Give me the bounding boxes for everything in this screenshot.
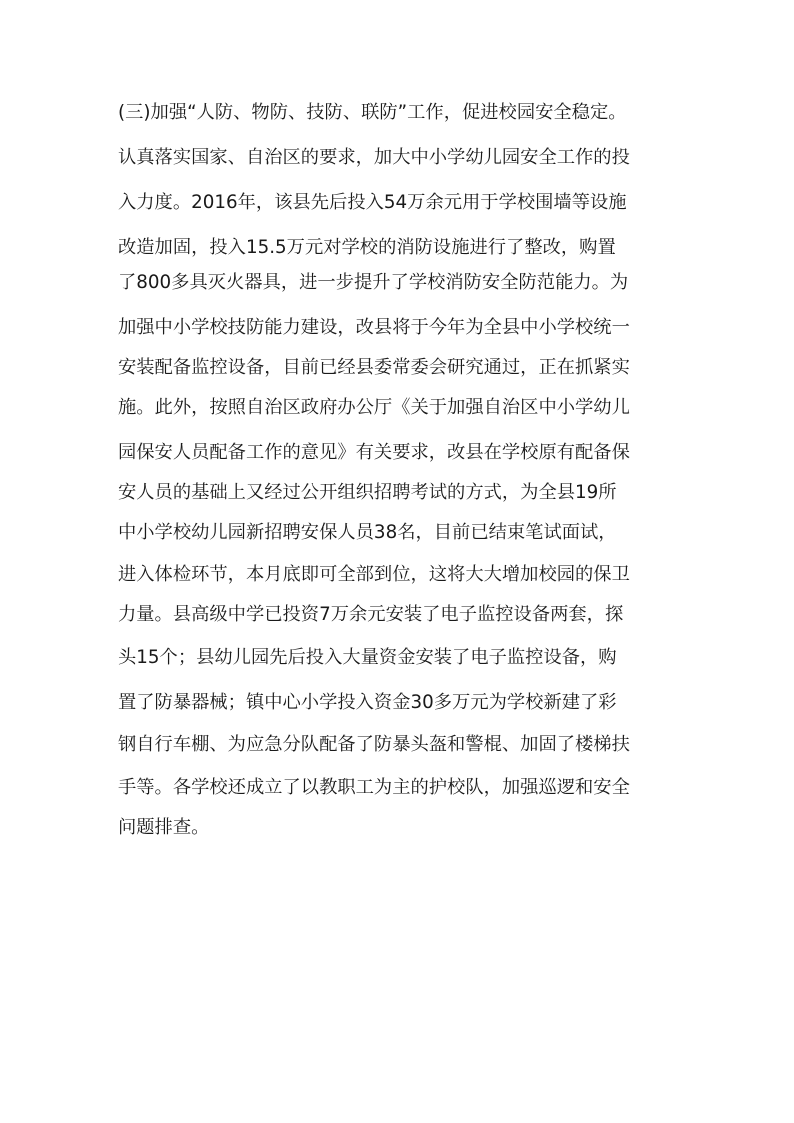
paragraph-line: 问题排查。 <box>118 817 210 838</box>
paragraph-line: 钢自行车棚、为应急分队配备了防暴头盔和警棍、加固了楼梯扶 <box>118 734 630 755</box>
paragraph-line: 加强中小学校技防能力建设，改县将于今年为全县中小学校统一 <box>118 317 630 338</box>
paragraph-line: 了800多具灭火器具，进一步提升了学校消防安全防范能力。为 <box>118 272 629 293</box>
paragraph-line: 入力度。2016年，该县先后投入54万余元用于学校围墙等设施 <box>118 192 627 213</box>
paragraph-line: 园保安人员配备工作的意见》有关要求，改县在学校原有配备保 <box>118 442 630 463</box>
paragraph-line: 施。此外，按照自治区政府办公厅《关于加强自治区中小学幼儿 <box>118 397 630 418</box>
paragraph-line: 中小学校幼儿园新招聘安保人员38名，目前已结束笔试面试， <box>118 522 617 543</box>
paragraph-line: (三)加强“人防、物防、技防、联防”工作，促进校园安全稳定。 <box>118 102 627 123</box>
paragraph-line: 手等。各学校还成立了以教职工为主的护校队，加强巡逻和安全 <box>118 777 630 798</box>
paragraph-line: 认真落实国家、自治区的要求，加大中小学幼儿园安全工作的投 <box>118 147 630 168</box>
paragraph-line: 安人员的基础上又经过公开组织招聘考试的方式，为全县19所 <box>118 482 617 503</box>
paragraph-line: 头15个；县幼儿园先后投入大量资金安装了电子监控设备，购 <box>118 647 617 668</box>
paragraph-line: 置了防暴器械；镇中心小学投入资金30多万元为学校新建了彩 <box>118 692 617 713</box>
paragraph-line: 力量。县高级中学已投资7万余元安装了电子监控设备两套，探 <box>118 604 624 625</box>
paragraph-line: 改造加固，投入15.5万元对学校的消防设施进行了整改，购置 <box>118 237 616 258</box>
paragraph-line: 进入体检环节，本月底即可全部到位，这将大大增加校园的保卫 <box>118 564 630 585</box>
paragraph-line: 安装配备监控设备，目前已经县委常委会研究通过，正在抓紧实 <box>118 357 630 378</box>
